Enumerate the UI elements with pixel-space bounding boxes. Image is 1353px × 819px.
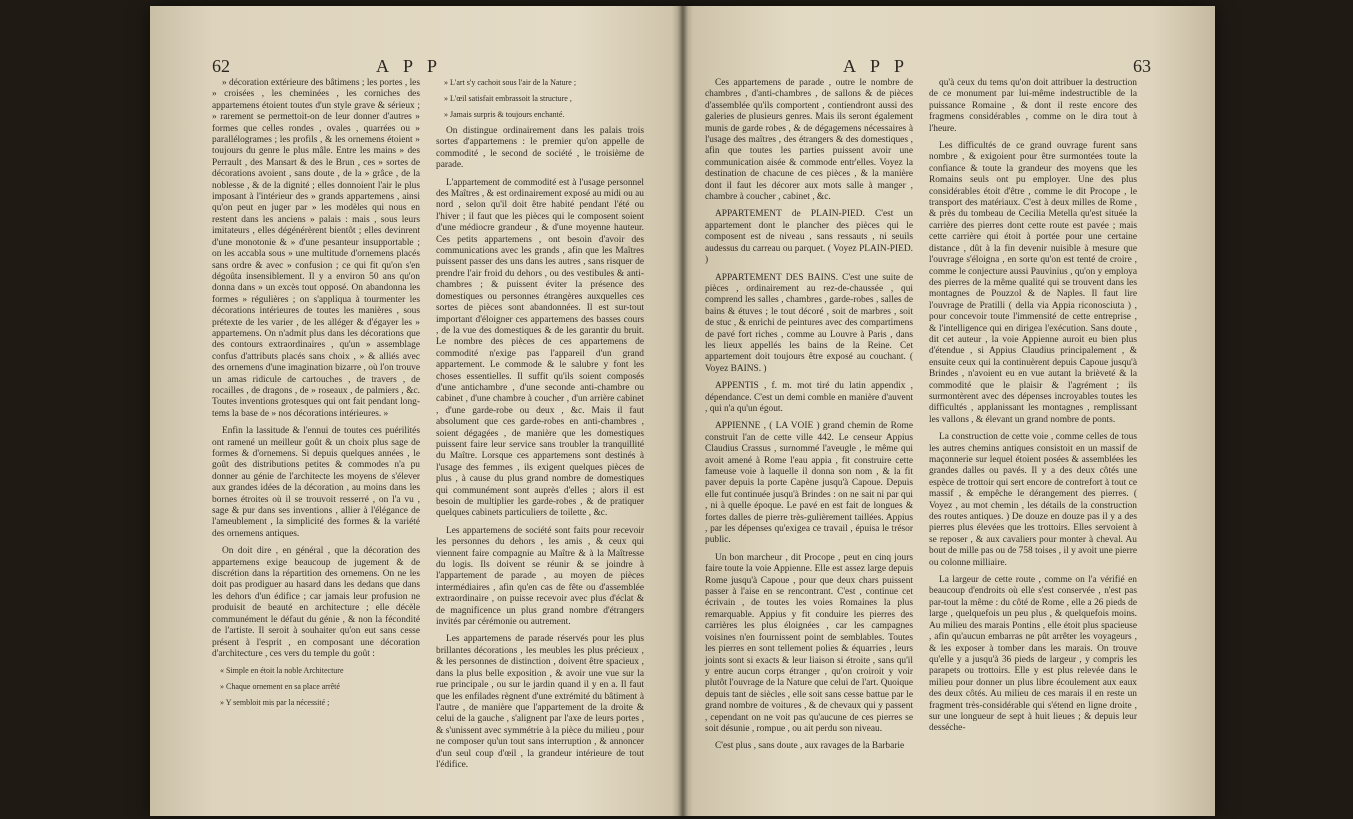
paragraph: Ces appartemens de parade , outre le nombre de chambres , d'anti-chambres , de sallons & de pièces d'assemblée qu'ils comportent , contiendront aussi des galeries de plusieurs genres. Mais ils seront également munis de garde robes , & de dégagemens nécessaires à l'usage des maîtres , des étrangers & des domestiques , afin que toutes les parties puissent avoir une communication aisée & commode entr'elles. Voyez la destination de chacune de ces pièces , & la manière dont il faut les décorer aux mots salle à manger , chambre à coucher , cabinet , &c. <box>705 78 913 203</box>
paragraph: On distingue ordinairement dans les palais trois sortes d'appartemens : le premier qu'on appelle de commodité , le second de société , le troisième de parade. <box>436 126 644 171</box>
verse-line: » Y sembloit mis par la nécessité ; <box>220 698 330 708</box>
paragraph: L'appartement de commodité est à l'usage personnel des Maîtres , & est ordinairement exposé au midi ou au nord , selon qu'il doit être habité pendant l'été ou l'hiver ; il faut que les pièces qui le composent soient d'une médiocre grandeur , & d'une moyenne hauteur. Ces petits appartemens , ont besoin d'avoir des communications avec les grands , afin que les Maîtres puissent passer des uns dans les autres , sans risquer de prendre l'air froid du dehors , ou des vestibules & anti-chambres ; & puissent éviter la présence des domestiques ou personnes étrangères auxquelles ces sortes de pièces sont abandonnées. Il est sur-tout important d'éloigner ces appartemens des basses cours , de la vue des domestiques & de les garantir du bruit. Le nombre des pièces de ces appartemens de commodité n'exige pas l'appareil d'un grand appartement. Le commode & le salubre y font les choses essentielles. Il suffit qu'ils soient composés d'une antichambre , d'une seconde anti-chambre ou cabinet , d'une chambre à coucher , d'un arrière cabinet , d'une garde-robe ou deux , &c. Mais il faut absolument que ces garde-robes en anti-chambres , soient dégagées , de manière que les domestiques puissent faire leur service sans troubler la tranquillité du Maître. Lorsque ces appartemens sont destinés à l'usage des femmes , ils exigent quelques pièces de plus , à cause du plus grand nombre de domestiques qui communément sont auprès d'elles ; alors il est besoin de multiplier les garde-robes , & de pratiquer quelques cabinets particuliers de toilette , &c. <box>436 177 644 519</box>
verse-line: « Simple en étoit la noble Architecture <box>220 666 344 676</box>
verse-line: » L'œil satisfait embrassoit la structure , <box>444 94 572 103</box>
paragraph: qu'à ceux du tems qu'on doit attribuer la destruction de ce monument par lui-même indestructible de la puissance Romaine , & dont il reste encore des fragmens considérables , comme on le dira tout à l'heure. <box>929 78 1137 134</box>
paragraph: APPENTIS , f. m. mot tiré du latin appendix , dépendance. C'est un demi comble en manière d'auvent , qui n'a qu'un égout. <box>705 381 913 414</box>
paragraph: Les difficultés de ce grand ouvrage furent sans nombre , & exigoient pour être surmontées toute la confiance & toute la grandeur des moyens que les Romains seuls ont pu employer. Une des plus considérables étoit d'être , comme le dit Procope , le transport des matériaux. C'est à deux milles de Rome , & près du tombeau de Cecilia Metella qu'est située la carrière des pierres dont cette route est pavée ; mais cette carrière qui étoit à portée pour une certaine distance , dût à la fin devenir nuisible à mesure que l'ouvrage s'éloigna , en sorte qu'on est tenté de croire , comme le conjecture aussi Pauvinius , qu'on y employa des pierres de la même qualité qui se trouvent dans les montagnes de Pouzzol & de Naples. Il faut lire l'ouvrage de Pratilli ( della via Appia riconosciuta ) , pour concevoir toute l'immensité de cette entreprise , & l'intelligence qui en dirigea l'exécution. Sans doute , dit cet auteur , la voie Appienne auroit eu bien plus d'étendue , si Appius Claudius principalement , & ensuite ceux qui la continuèrent depuis Capoue jusqu'à Brindes , n'avoient eu en vue autant la brièveté & la commodité que le plaisir & l'agrément ; ils surmontèrent avec des dépenses incroyables toutes les difficultés , applanissant les montagnes , remplissant les vallons , & élevant un grand nombre de ponts. <box>929 141 1137 425</box>
paragraph: APPARTEMENT de PLAIN-PIED. C'est un appartement dont le plancher des pièces qui le composent est de niveau , sans ressauts , ni seuils audessus du carreau ou parquet. ( Voyez PLAIN-PIED. ) <box>705 209 913 266</box>
book-spread <box>150 6 1215 816</box>
paragraph: » décoration extérieure des bâtimens ; les portes , les » croisées , les cheminées , les corniches des appartemens étoient toutes d'un style grave & sérieux ; » rarement se permettoit-on de leur donner d'autres » formes que celles rondes , ovales , quarrées ou » parallélogrames ; les profils , & les ornemens étoient » toujours du genre le plus mâle. Entre les mains » des Perrault , des Mansart & des le Brun , ces » sortes de décorations avoient , sans doute , de la » grâce , de la noblesse , & de la dignité ; elles donnoient l'air le plus imposant à l'intérieur des » grands appartemens , ainsi qu'on peut en juger par » les modèles qui nous en restent dans les anciens » palais : mais , sous leurs imitateurs , elles dégénérèrent bientôt ; elles devinrent d'une monotonie & » d'une pesanteur insupportable ; on les accabla sous » une multitude d'ornemens placés sans ordre & avec » confusion ; ce qui fit qu'on s'en dégoûta insensiblement. Il y a environ 50 ans qu'on donna dans » un excès tout opposé. On abandonna les formes » régulières ; on s'appliqua à tourmenter les décorations intérieures de toutes les manières , sous prétexte de les varier , de les alléger & d'égayer les » appartemens. On n'admit plus dans les décorations que des contours extraordinaires , qu'un » assemblage confus d'attributs placés sans choix , » & alliés avec des ornemens d'une imagination bizarre , où l'on trouve un amas ridicule de cartouches , de travers , de rocailles , de dragons , de » roseaux , de palmiers , &c. Toutes inventions grotesques qui ont fait pendant long-tems la base de » nos décorations intérieures. » <box>212 78 420 419</box>
left-page-header <box>150 56 682 78</box>
paragraph: La largeur de cette route , comme on l'a vérifié en beaucoup d'endroits où elle s'est conservée , n'est pas par-tout la même : du côté de Rome , elle a 26 pieds de large , quelquefois un peu plus , & quelquefois moins. Au milieu des marais Pontins , elle étoit plus spacieuse , afin qu'aucun embarras ne pût arrêter les voyageurs , & les exposer à tomber dans les marais. On trouve qu'elle y a jusqu'à 36 pieds de largeur , y compris les parapets ou trottoirs. Elle y est plus relevée dans le milieu pour donner un plus libre écoulement aux eaux des deux côtés. Au milieu de ces marais il en reste un fragment très-considérable qui s'étend en ligne droite , sur une longueur de sept à huit lieues ; & depuis leur desséche- <box>929 575 1137 734</box>
verse-line: » Chaque ornement en sa place arrêté <box>220 682 340 692</box>
left-page-number: 62 <box>212 56 230 76</box>
paragraph: La construction de cette voie , comme celles de tous les autres chemins antiques consistoit en un massif de maçonnerie sur lequel étoient posées & assemblées les grandes dalles ou pavés. Il y a des deux côtés une espèce de trottoir qui sert encore de contrefort à tout ce massif , & empêche le dérangement des pierres. ( Voyez , au mot chemin , les détails de la construction des routes antiques. ) De douze en douze pas il y a des pierres plus élevées que les trottoirs. Elles servoient à se reposer , & aux cavaliers pour monter à cheval. Au bout de mille pas ou de 758 toises , il y avoit une pierre ou colonne milliaire. <box>929 432 1137 568</box>
paragraph: Un bon marcheur , dit Procope , peut en cinq jours faire toute la voie Appienne. Elle est assez large depuis Rome jusqu'à Capoue , pour que deux chars puissent passer à l'aise en se rencontrant. C'est , continue cet écrivain , de toutes les voies Romaines la plus remarquable. Appius y fit conduire les pierres des carrières les plus éloignées , car les campagnes voisines n'en fournissent point de semblables. Toutes les pierres en sont tellement polies & équarries , leurs joints sont si exacts & leur liaison si étroite , sans qu'il y entre aucun corps étranger , qu'on croiroit y voir plutôt l'ouvrage de la Nature que celui de l'art. Quoique depuis tant de siècles , elle soit sans cesse battue par le grand nombre de voitures , & de chevaux qui y passent , cependant on ne voit pas qu'aucune de ces pierres se soit désunie , rompue , ou ait perdu son niveau. <box>705 552 913 734</box>
right-page <box>683 6 1215 816</box>
paragraph: Les appartemens de société sont faits pour recevoir les personnes du dehors , les amis , & ceux qui viennent faire compagnie au Maître & à la Maîtresse du logis. Ils doivent se réunir & se joindre à l'appartement de parade , au moyen de pièces intermédiaires , afin qu'en cas de fête ou d'assemblée extraordinaire , on puisse recevoir avec plus d'éclat & de magnificence un plus grand nombre d'étrangers invités par cérémonie ou autrement. <box>436 525 644 628</box>
left-running-head: APP <box>376 56 452 76</box>
left-column-2 <box>436 78 644 777</box>
right-page-header <box>683 56 1215 78</box>
paragraph: APPARTEMENT DES BAINS. C'est une suite de pièces , ordinairement au rez-de-chaussée , qui comprend les salles , chambres , garde-robes , salles de bains & étuves ; le tout décoré , soit de marbres , soit de stuc , & enrichi de peintures avec des compartimens de pavé fort riches , comme au Louvre à Paris , dans les lieux appellés les bains de la Reine. Cet appartement doit toujours être exposé au couchant. ( Voyez BAINS. ) <box>705 272 913 374</box>
right-column-1 <box>705 78 913 759</box>
paragraph: On doit dire , en général , que la décoration des appartemens exige beaucoup de jugement & de discrétion dans la répartition des ornemens. On ne les doit pas prodiguer au hasard dans les dedans que dans les dehors d'un édifice ; car jamais leur profusion ne produisit de beauté en architecture ; elle décèle communément le défaut du génie , & non la fécondité de l'artiste. Il seroit à souhaiter qu'on eut sans cesse présent à l'esprit , en composant une décoration d'architecture , ces vers du temple du goût : <box>212 546 420 659</box>
left-column-1 <box>212 78 420 714</box>
left-page <box>150 6 682 816</box>
verse-line: » L'art s'y cachoit sous l'air de la Nature ; <box>444 78 577 87</box>
paragraph: Les appartemens de parade réservés pour les plus brillantes décorations , les meubles les plus précieux , & les personnes de distinction , doivent être spacieux , dans la plus belle exposition , & avoir une vue sur la rue principale , ou sur le jardin quand il y en a. Il faut que les enfilades règnent d'une extrémité du bâtiment à l'autre , de manière que l'appartement de la droite & celui de la gauche , s'alignent par l'axe de leurs portes , & s'unissent avec symmétrie à la pièce du milieu , pour ne composer qu'un tout sans interruption , & annoncer d'un seul coup d'œil , la grandeur intérieure de tout l'édifice. <box>436 634 644 770</box>
right-column-2 <box>929 78 1137 741</box>
paragraph: C'est plus , sans doute , aux ravages de la Barbarie <box>715 741 905 752</box>
right-running-head: APP <box>843 56 919 76</box>
paragraph: APPIENNE , ( LA VOIE ) grand chemin de Rome construit l'an de cette ville 442. Le censeur Appius Claudius Crassus , surnommé l'aveugle , le même qui avoit amené à Rome l'eau appia , fit construire cette fameuse voie à laquelle il donna son nom , & la fit paver depuis la porte Capène jusqu'à Capoue. Depuis elle fut continuée jusqu'à Brindes : on ne sait ni par qui , ni à quelle époque. Le pavé en est fait de longues & fortes dalles de pierre très-gulièrement taillées. Appius , par les dépenses qu'exigea ce travail , épuisa le trésor public. <box>705 421 913 546</box>
paragraph: Enfin la lassitude & l'ennui de toutes ces puérilités ont ramené un meilleur goût & un choix plus sage de formes & d'ornemens. Si depuis quelques années , le goût des distributions petites & commodes n'a pu donner au génie de l'architecte les moyens de s'élever aux grandes idées de la décoration , au moins dans les bornes étroites où il se trouvoit resserré , on l'a vu , sage & pur dans ses inventions , allier à l'élégance de l'ameublement , la simplicité des formes & la variété des ornemens antiques. <box>212 426 420 539</box>
right-page-number: 63 <box>1133 56 1151 76</box>
verse-line: » Jamais surpris & toujours enchanté. <box>444 110 565 119</box>
